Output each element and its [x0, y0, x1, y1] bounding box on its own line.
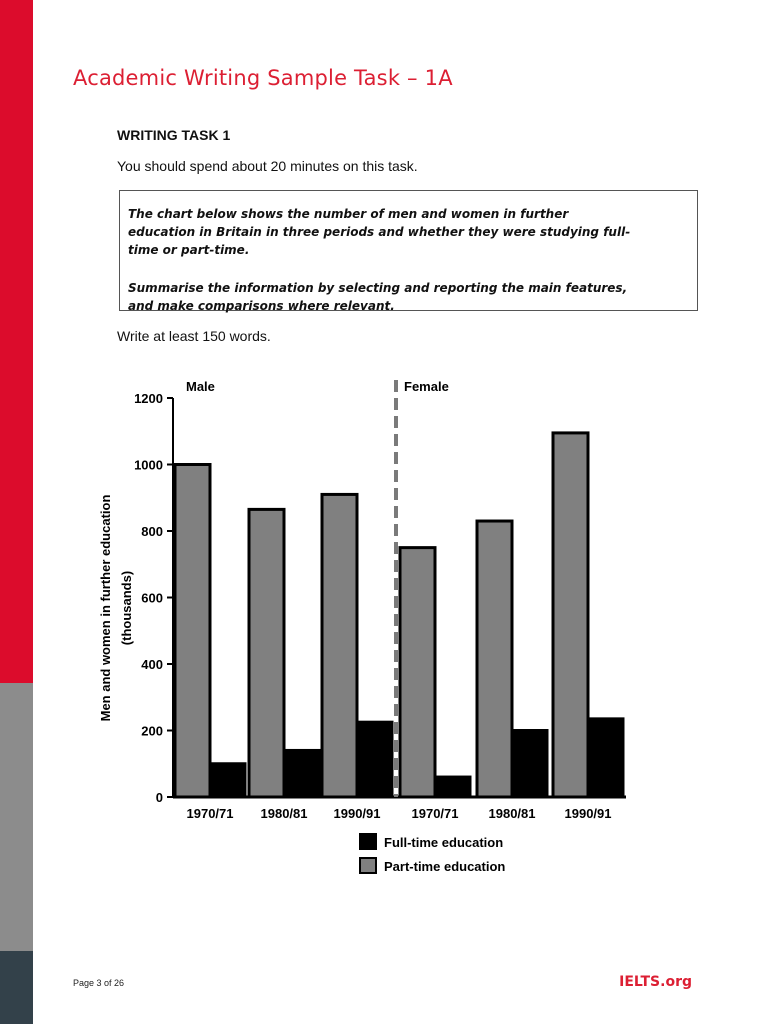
bar-part-time: [175, 465, 210, 798]
bar-full-time: [435, 777, 470, 797]
footer-brand: IELTS.org: [619, 974, 692, 990]
bar-full-time: [357, 722, 392, 797]
footer-page-number: Page 3 of 26: [73, 978, 125, 988]
legend-swatch: [360, 834, 376, 849]
legend-label: Full-time education: [384, 835, 504, 850]
y-tick-label: 1200: [134, 391, 163, 406]
bar-full-time: [284, 750, 319, 797]
bar-full-time: [512, 731, 547, 798]
y-tick-label: 200: [141, 723, 163, 739]
bar-part-time: [249, 509, 284, 797]
page-title: Academic Writing Sample Task – 1A: [73, 66, 453, 90]
y-axis-title-line: Men and women in further education: [98, 494, 113, 722]
x-category-label: 1980/81: [488, 806, 536, 821]
bar-part-time: [322, 494, 357, 797]
bar-chart: [0, 360, 768, 890]
task-heading: WRITING TASK 1: [117, 127, 231, 143]
bar-part-time: [477, 521, 512, 797]
task-prompt-description: The chart below shows the number of men and women in further education in Britain in three periods and whether they were studying full-time or part-time.: [128, 207, 631, 257]
x-category-label: 1970/71: [411, 806, 459, 821]
y-tick-label: 800: [141, 524, 163, 539]
bar-full-time: [588, 719, 623, 797]
word-count-requirement: Write at least 150 words.: [117, 328, 271, 344]
legend-label: Part-time education: [384, 859, 506, 874]
y-tick-label: 0: [155, 790, 163, 805]
group-label-female: Female: [404, 379, 449, 394]
x-category-label: 1990/91: [564, 806, 612, 821]
group-label-male: Male: [186, 379, 215, 394]
task-prompt-instruction: Summarise the information by selecting and reporting the main features, and make comparisons where relevant.: [128, 281, 628, 313]
bar-part-time: [400, 548, 435, 797]
y-tick-label: 400: [141, 657, 163, 672]
y-tick-label: 600: [141, 590, 163, 606]
x-category-label: 1990/91: [333, 806, 381, 821]
side-stripe-dark: [0, 951, 33, 1024]
bar-full-time: [210, 764, 245, 797]
y-tick-label: 1000: [134, 457, 163, 473]
bar-part-time: [553, 433, 588, 797]
y-axis-title-line: (thousands): [119, 570, 134, 646]
legend-swatch: [360, 858, 376, 873]
x-category-label: 1970/71: [186, 806, 234, 821]
task-prompt-box: [119, 190, 698, 311]
task-instruction: You should spend about 20 minutes on this task.: [117, 158, 418, 174]
x-category-label: 1980/81: [260, 806, 308, 821]
